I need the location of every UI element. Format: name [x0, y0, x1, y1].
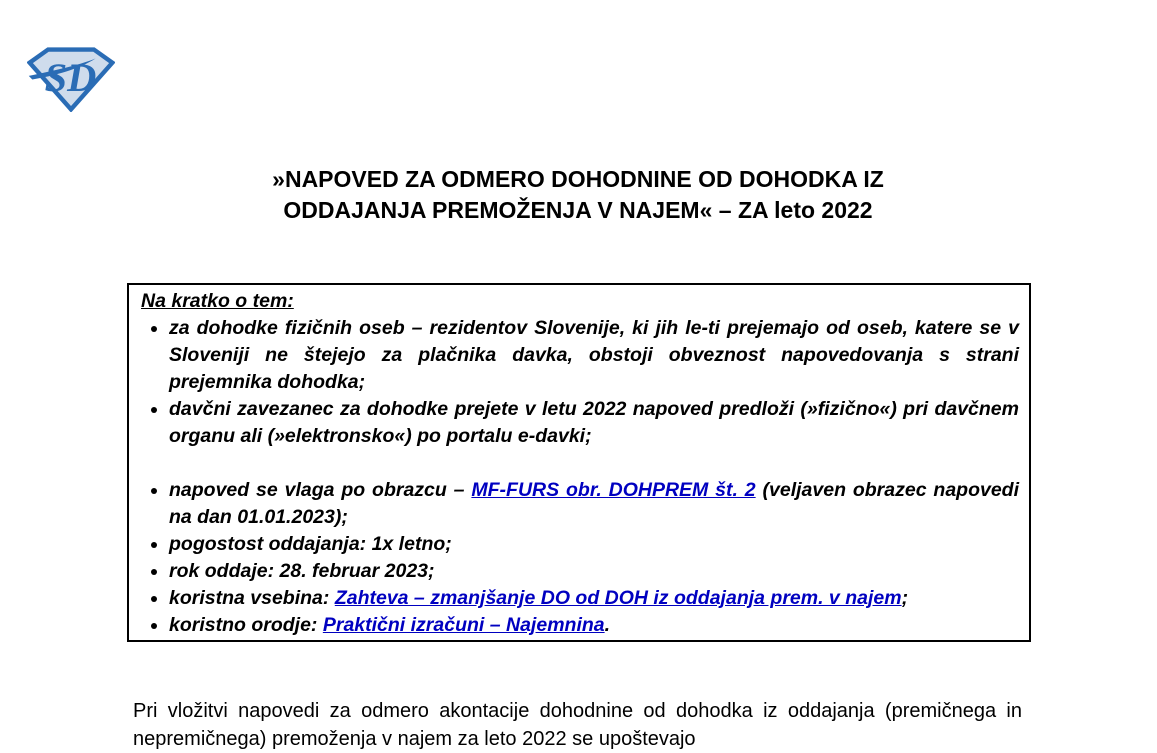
summary-box [127, 283, 1031, 642]
document-title-line2: ODDAJANJA PREMOŽENJA V NAJEM« – ZA leto 2022 [283, 197, 873, 223]
sd-shield-icon [27, 46, 115, 112]
bullet-text: rok oddaje: 28. februar 2023; [169, 560, 435, 582]
bullet-deadline [169, 558, 1019, 585]
bullet-text-prefix: napoved se vlaga po obrazcu – [169, 479, 472, 501]
document-title-line1: »NAPOVED ZA ODMERO DOHODNINE OD DOHODKA IZ [272, 166, 884, 192]
logo-letters: SD [44, 54, 97, 100]
sd-logo [27, 46, 115, 112]
link-prakticni-izracuni-najemnina[interactable]: Praktični izračuni – Najemnina [322, 614, 605, 636]
body-paragraph: Pri vložitvi napovedi za odmero akontacije dohodnine od dohodka iz oddajanja (premičnega in nepremičnega) premoženja v najem za leto 2022 se upoštevajo [133, 700, 1022, 750]
bullet-frequency [169, 531, 1019, 558]
bullet-text-suffix: ; [901, 587, 909, 609]
bullet-residents-obligation [169, 315, 1019, 396]
bullet-text-suffix: . [604, 614, 611, 636]
link-zahteva-zmanjsanje[interactable]: Zahteva – zmanjšanje DO od DOH iz oddajanja prem. v najem [334, 587, 902, 609]
bullet-text-suffix: (veljaven obrazec napovedi na dan 01.01.2023); [169, 479, 1020, 528]
bullet-filing-methods [169, 396, 1019, 450]
bullet-useful-content [169, 585, 1019, 612]
summary-heading: Na kratko o tem: [141, 290, 294, 312]
summary-bullet-list [141, 315, 1019, 639]
document-title [133, 164, 1023, 226]
bullet-useful-tool [169, 612, 1019, 639]
bullet-text-prefix: koristno orodje: [169, 614, 323, 636]
bullet-text: pogostost oddajanja: 1x letno; [169, 533, 452, 555]
link-mf-furs-dohprem-form[interactable]: MF-FURS obr. DOHPREM št. 2 [471, 479, 756, 501]
bullet-text: davčni zavezanec za dohodke prejete v letu 2022 napoved predloži (»fizično«) pri davčnem organu ali (»elektronsko«) po portalu e-davki; [169, 398, 1019, 447]
bullet-text-prefix: koristna vsebina: [169, 587, 335, 609]
bullet-text: za dohodke fizičnih oseb – rezidentov Slovenije, ki jih le-ti prejemajo od oseb, katere se v Sloveniji ne štejejo za plačnika davka, obstoji obveznost napovedovanja s strani prejemnika dohodka; [169, 317, 1019, 393]
bullet-form [169, 477, 1019, 531]
